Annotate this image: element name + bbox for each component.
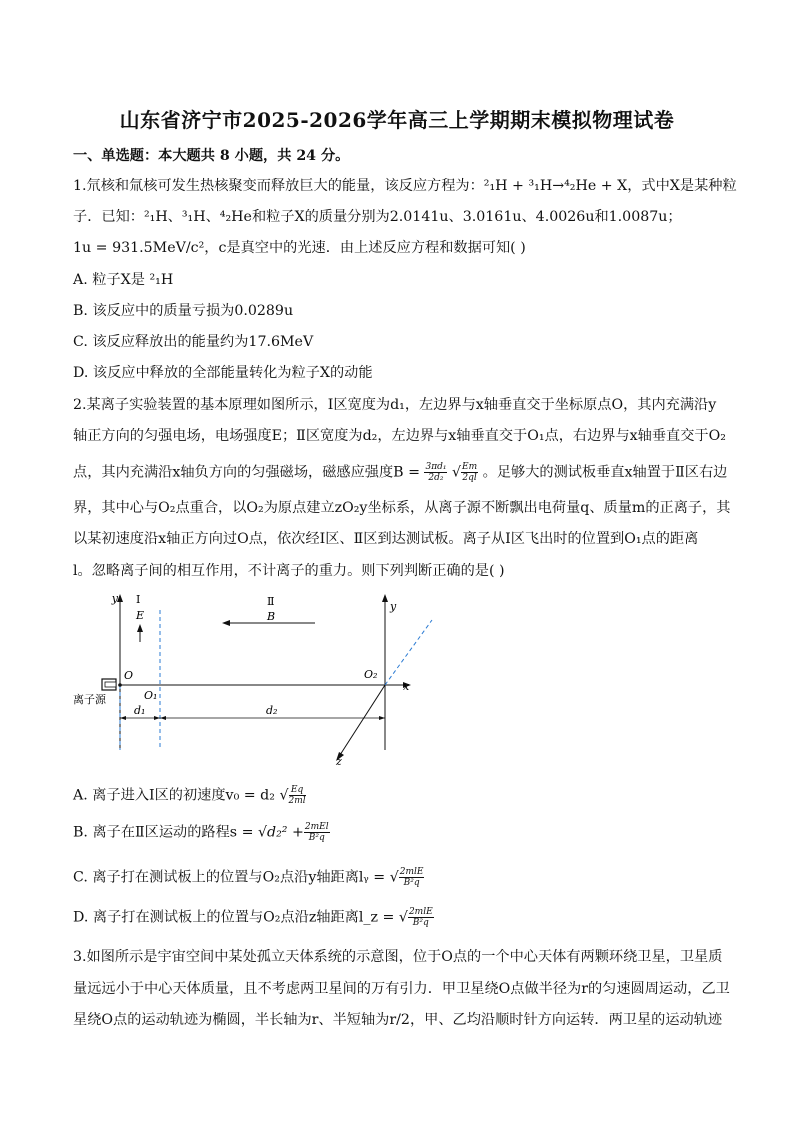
q2-option-c[interactable]: C. 离子打在测试板上的位置与O₂点沿y轴距离lᵧ = √ $\frac{\text{2mlE}}{\text{B²q}}$ bbox=[73, 867, 424, 888]
diagram-region-ii: Ⅱ bbox=[267, 595, 275, 608]
q1-option-d[interactable]: D. 该反应中释放的全部能量转化为粒子X的动能 bbox=[73, 365, 373, 381]
diagram-o1-label: O₁ bbox=[144, 689, 158, 702]
diagram-b-label: B bbox=[267, 610, 276, 623]
q2-option-a[interactable]: A. 离子进入Ⅰ区的初速度v₀ = d₂ √ $\frac{Eq}{2ml}$ bbox=[73, 785, 306, 806]
q3-line-2: 量远远小于中心天体质量，且不考虑两卫星间的万有引力．甲卫星绕O点做半径为r的匀速圆周运动，乙卫 bbox=[73, 981, 730, 997]
q2-line-4: 界，其中心与O₂点重合，以O₂为原点建立zO₂y坐标系，从离子源不断飘出电荷量q、质量m的正离子，其 bbox=[73, 500, 731, 516]
page-title: 山东省济宁市2025-2026学年高三上学期期末模拟物理试卷 bbox=[119, 108, 675, 132]
q1-line-2: 子．已知：²₁H、³₁H、⁴₂He和粒子X的质量分别为2.0141u、3.0161u、4.0026u和1.0087u； bbox=[73, 209, 682, 225]
q1-line-1: 1.氘核和氚核可发生热核聚变而释放巨大的能量，该反应方程为：²₁H + ³₁H→⁴₂He + X，式中X是某种粒 bbox=[73, 178, 737, 194]
q2-line-2: 轴正方向的匀强电场，电场强度E；Ⅱ区宽度为d₂，左边界与x轴垂直交于O₁点，右边界与x轴垂直交于O₂ bbox=[73, 428, 726, 444]
q3-line-3: 星绕O点的运动轨迹为椭圆，半长轴为r、半短轴为r/2，甲、乙均沿顺时针方向运转．两卫星的运动轨迹 bbox=[73, 1012, 723, 1028]
q3-line-1: 3.如图所示是宇宙空间中某处孤立天体系统的示意图，位于O点的一个中心天体有两颗环绕卫星，卫星质 bbox=[73, 949, 723, 965]
q1-option-a[interactable]: A. 粒子X是 ²₁H bbox=[73, 272, 174, 288]
diagram-x-label: x bbox=[403, 680, 410, 693]
q1-line-3: 1u = 931.5MeV/c²，c是真空中的光速．由上述反应方程和数据可知( ) bbox=[73, 240, 526, 256]
diagram-y-label: y bbox=[111, 592, 118, 605]
q2-option-b[interactable]: B. 离子在Ⅱ区运动的路程s = √d₂² + $\frac{\text{2mEl}}{\text{B²q}}$ bbox=[73, 822, 329, 843]
q1-option-c[interactable]: C. 该反应释放出的能量约为17.6MeV bbox=[73, 334, 314, 350]
diagram-source-label: 离子源 bbox=[73, 693, 106, 706]
q2-line-5: 以某初速度沿x轴正方向过O点，依次经Ⅰ区、Ⅱ区到达测试板。离子从Ⅰ区飞出时的位置到O₁点的距离 bbox=[73, 531, 699, 547]
diagram-o2-label: O₂ bbox=[364, 668, 378, 681]
q2-option-d[interactable]: D. 离子打在测试板上的位置与O₂点沿z轴距离l_z = √ $\frac{\text{2mlE}}{\text{B²q}}$ bbox=[73, 907, 433, 928]
diagram-e-label: E bbox=[136, 609, 145, 622]
diagram-y2-label: y bbox=[390, 600, 397, 613]
ion-device-diagram bbox=[70, 590, 440, 770]
diagram-d1-label: d₁ bbox=[134, 704, 146, 717]
diagram-region-i: Ⅰ bbox=[136, 593, 141, 606]
q2-line-1: 2.某离子实验装置的基本原理如图所示，Ⅰ区宽度为d₁，左边界与x轴垂直交于坐标原点O，其内充满沿y bbox=[73, 397, 717, 413]
q1-option-b[interactable]: B. 该反应中的质量亏损为0.0289u bbox=[73, 303, 294, 319]
diagram-z-label: z bbox=[336, 755, 342, 768]
diagram-d2-label: d₂ bbox=[266, 704, 278, 717]
diagram-o-label: O bbox=[124, 669, 134, 682]
section-heading: 一、单选题：本大题共 8 小题，共 24 分。 bbox=[73, 148, 350, 164]
q2-line-6: l。忽略离子间的相互作用，不计离子的重力。则下列判断正确的是( ) bbox=[73, 563, 505, 579]
q2-line-3: 点，其内充满沿x轴负方向的匀强磁场，磁感应强度B = $\frac{\text{3πd₁}}{\text{2d₂}}$ √ $\frac{Em}{2ql}$ 。足够大的测试板垂直x轴置于Ⅱ区右边 bbox=[73, 462, 728, 483]
